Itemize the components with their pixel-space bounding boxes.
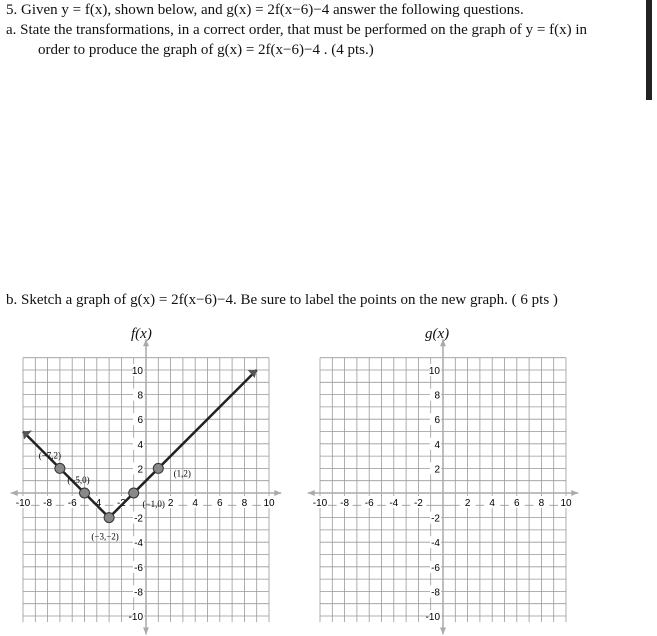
x-tick-label: -2 — [116, 498, 126, 509]
x-tick-label: 8 — [538, 498, 545, 509]
x-tick-label: 2 — [167, 498, 174, 509]
y-tick-label: -8 — [431, 587, 440, 599]
labeled-point — [104, 513, 114, 523]
x-tick-label: 8 — [241, 498, 248, 509]
question-5a-cont: order to produce the graph of g(x) = 2f(x−6)−4 . (4 pts.) — [38, 42, 374, 58]
x-tick-label: -4 — [92, 498, 102, 509]
point-label: (−7,2) — [38, 450, 62, 461]
x-tick-label: 10 — [263, 498, 275, 509]
x-tick-label: -10 — [312, 498, 328, 509]
y-tick-label: 4 — [434, 439, 440, 451]
labeled-point — [55, 463, 65, 473]
y-tick-label: -4 — [134, 538, 143, 550]
graph-f-title: f(x) — [131, 326, 152, 342]
labeled-point — [129, 488, 139, 498]
y-tick-label: -4 — [431, 538, 440, 550]
y-tick-label: -10 — [128, 612, 143, 623]
y-tick-label: -10 — [425, 612, 440, 623]
y-tick-label: -2 — [431, 513, 440, 525]
y-tick-label: 6 — [137, 415, 143, 427]
question-5b: b. Sketch a graph of g(x) = 2f(x−6)−4. Be sure to label the points on the new graph. ( 6 pts ) — [6, 292, 558, 308]
graph-g-title: g(x) — [425, 326, 450, 342]
y-tick-label: 10 — [428, 366, 440, 377]
y-tick-label: 6 — [434, 415, 440, 427]
question-5a: a. State the transformations, in a correct order, that must be performed on the graph of y = f(x) in — [6, 22, 588, 38]
y-tick-label: 10 — [131, 366, 143, 377]
x-tick-label: 2 — [464, 498, 471, 509]
y-tick-label: 8 — [137, 390, 143, 402]
point-label: (−5,0) — [67, 475, 90, 485]
x-tick-label: -10 — [15, 498, 31, 509]
x-tick-label: 4 — [489, 498, 495, 509]
x-tick-label: 10 — [560, 498, 572, 509]
question-5: 5. Given y = f(x), shown below, and g(x) = 2f(x−6)−4 answer the following questions. — [6, 2, 524, 18]
labeled-point — [80, 488, 90, 498]
y-tick-label: -6 — [431, 562, 440, 574]
x-tick-label: -4 — [389, 498, 399, 509]
x-tick-label: -2 — [413, 498, 423, 509]
point-label: (1,2) — [173, 468, 191, 479]
x-tick-label: -8 — [43, 498, 53, 509]
y-tick-label: -8 — [134, 587, 143, 599]
y-tick-label: 4 — [137, 439, 143, 451]
y-tick-label: -2 — [134, 513, 143, 525]
y-tick-label: 2 — [434, 464, 440, 476]
x-tick-label: -6 — [67, 498, 77, 509]
x-tick-label: -8 — [340, 498, 350, 509]
y-tick-label: 8 — [434, 390, 440, 402]
labeled-point — [153, 463, 163, 473]
point-label: (−3,−2) — [91, 531, 119, 542]
point-label: (−1,0) — [142, 499, 165, 509]
y-tick-label: -6 — [134, 562, 143, 574]
x-tick-label: 6 — [217, 498, 223, 509]
x-tick-label: 6 — [514, 498, 520, 509]
y-tick-label: 2 — [137, 464, 143, 476]
x-tick-label: -6 — [364, 498, 374, 509]
x-tick-label: 4 — [192, 498, 198, 509]
